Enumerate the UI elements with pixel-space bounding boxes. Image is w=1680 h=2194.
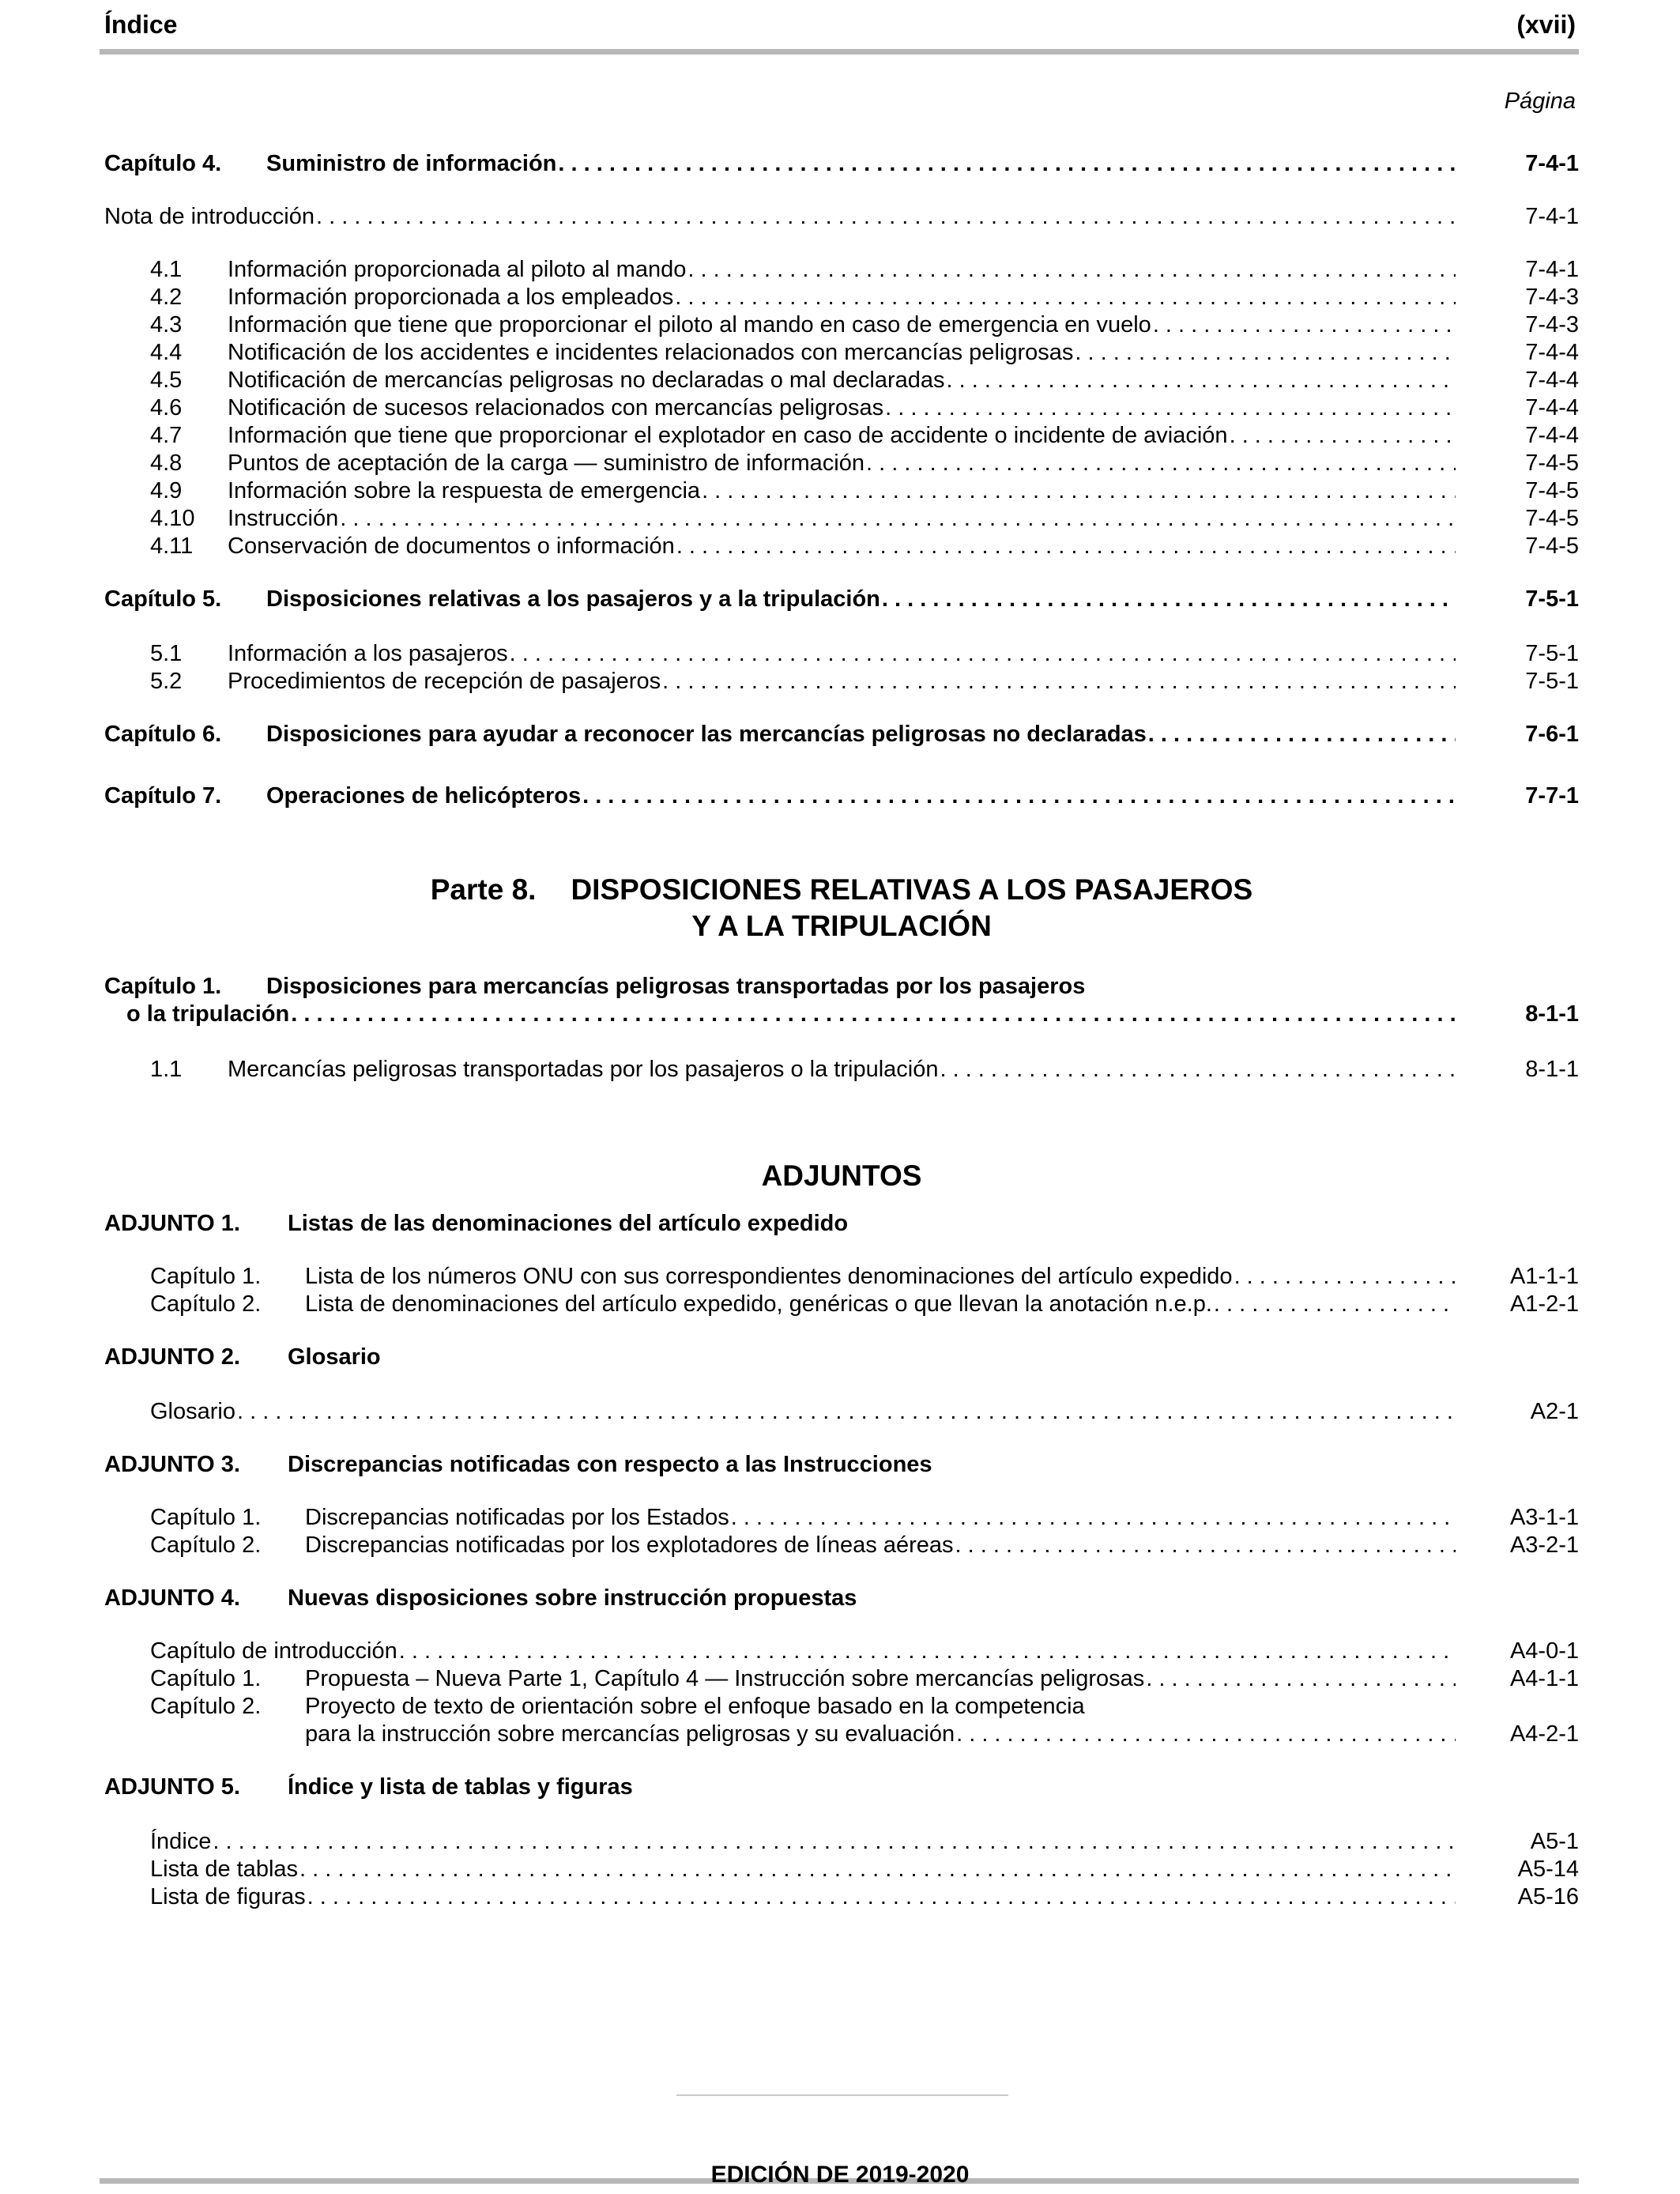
toc-section-row bbox=[104, 284, 1579, 311]
entry-number: Capítulo 5. bbox=[104, 586, 222, 612]
entry-page: 7-4-5 bbox=[1525, 450, 1579, 476]
entry-number: Capítulo 6. bbox=[104, 722, 222, 747]
toc-attachment-row bbox=[104, 1693, 1579, 1721]
entry-title: Discrepancias notificadas por los Estados bbox=[305, 1505, 729, 1530]
spacer bbox=[104, 1318, 1579, 1344]
adjunto-1-heading bbox=[104, 1210, 1579, 1238]
page-column-label: Página bbox=[1504, 89, 1576, 114]
entry-page: 7-4-3 bbox=[1525, 312, 1579, 337]
entry-page: 7-5-1 bbox=[1525, 669, 1579, 694]
entry-title: para la instrucción sobre mercancías peligrosas y su evaluación bbox=[305, 1721, 955, 1747]
spacer bbox=[104, 810, 1579, 872]
entry-number: 4.10 bbox=[150, 506, 195, 531]
dot-leader bbox=[676, 533, 1456, 560]
entry-page: A3-1-1 bbox=[1509, 1505, 1579, 1530]
spacer bbox=[104, 1426, 1579, 1451]
entry-page: A3-2-1 bbox=[1509, 1532, 1579, 1558]
entry-number: 4.9 bbox=[150, 478, 183, 503]
adjunto-2-heading bbox=[104, 1344, 1579, 1371]
entry-page: 7-4-1 bbox=[1525, 204, 1579, 229]
entry-title: Notificación de los accidentes e incidentes relacionados con mercancías peligrosas bbox=[228, 340, 1074, 365]
entry-page: 7-4-4 bbox=[1525, 340, 1579, 365]
entry-number: 5.1 bbox=[150, 641, 183, 666]
entry-title: Disposiciones para mercancías peligrosas transportadas por los pasajeros bbox=[266, 974, 1086, 999]
entry-title: Nuevas disposiciones sobre instrucción propuestas bbox=[288, 1585, 857, 1611]
spacer bbox=[104, 231, 1579, 256]
spacer bbox=[104, 560, 1579, 586]
toc-attachment-row bbox=[104, 1721, 1579, 1748]
entry-title: Disposiciones relativas a los pasajeros y a la tripulación bbox=[266, 586, 880, 612]
entry-number: 4.3 bbox=[150, 312, 183, 337]
dot-leader bbox=[702, 477, 1456, 505]
dot-leader bbox=[582, 782, 1456, 810]
entry-number: 4.2 bbox=[150, 285, 183, 310]
part-8-heading bbox=[104, 872, 1579, 944]
entry-number: ADJUNTO 1. bbox=[104, 1211, 240, 1236]
dot-leader bbox=[1146, 1665, 1456, 1693]
dot-leader bbox=[1148, 721, 1456, 748]
entry-page: 7-4-5 bbox=[1525, 478, 1579, 503]
dot-leader bbox=[687, 256, 1456, 284]
entry-title: Procedimientos de recepción de pasajeros bbox=[228, 669, 661, 694]
dot-leader bbox=[558, 150, 1456, 178]
entry-page: 7-5-1 bbox=[1525, 641, 1579, 666]
entry-title: Propuesta – Nueva Parte 1, Capítulo 4 — Instrucción sobre mercancías peligrosas bbox=[305, 1666, 1145, 1691]
toc-section-row bbox=[104, 533, 1579, 560]
toc-chapter-8-1-line1 bbox=[104, 973, 1579, 1001]
entry-title: Suministro de información bbox=[266, 151, 557, 176]
spacer bbox=[104, 1194, 1579, 1210]
spacer bbox=[104, 613, 1579, 640]
entry-page: 7-4-1 bbox=[1525, 257, 1579, 282]
dot-leader bbox=[213, 1828, 1456, 1856]
entry-number: Capítulo 2. bbox=[150, 1291, 262, 1317]
toc-attachment-row bbox=[104, 1638, 1579, 1665]
toc-section-row bbox=[104, 339, 1579, 367]
entry-page: 7-4-5 bbox=[1525, 506, 1579, 531]
entry-page: 7-4-4 bbox=[1525, 368, 1579, 393]
spacer bbox=[104, 1612, 1579, 1638]
entry-number: 4.1 bbox=[150, 257, 183, 282]
toc-section-row bbox=[104, 256, 1579, 284]
toc-section-row bbox=[104, 422, 1579, 450]
entry-title: Instrucción bbox=[228, 506, 339, 531]
dot-leader bbox=[866, 450, 1456, 477]
entry-title: Discrepancias notificadas con respecto a las Instrucciones bbox=[288, 1452, 932, 1477]
spacer bbox=[104, 696, 1579, 721]
entry-title: Puntos de aceptación de la carga — suministro de información bbox=[228, 450, 864, 476]
entry-title: Mercancías peligrosas transportadas por los pasajeros o la tripulación bbox=[228, 1057, 939, 1082]
entry-title: o la tripulación bbox=[126, 1001, 290, 1027]
entry-page: 7-4-3 bbox=[1525, 285, 1579, 310]
entry-title: Índice bbox=[150, 1829, 212, 1854]
dot-leader bbox=[340, 505, 1456, 533]
entry-title: Información a los pasajeros bbox=[228, 641, 508, 666]
entry-title: Lista de denominaciones del artículo expedido, genéricas o que llevan la anotación n.e.p. bbox=[305, 1291, 1212, 1317]
toc-attachment-row bbox=[104, 1504, 1579, 1532]
toc-attachment-row bbox=[104, 1828, 1579, 1856]
spacer bbox=[104, 1371, 1579, 1398]
toc-chapter-7-6 bbox=[104, 721, 1579, 748]
entry-title: Glosario bbox=[288, 1344, 381, 1370]
part-label: Parte 8. bbox=[430, 873, 537, 906]
entry-number: Capítulo 4. bbox=[104, 151, 222, 176]
entry-page: 7-6-1 bbox=[1525, 722, 1579, 747]
dot-leader bbox=[291, 1001, 1456, 1028]
entry-title: Notificación de sucesos relacionados con mercancías peligrosas bbox=[228, 395, 884, 420]
entry-number: Capítulo 2. bbox=[150, 1532, 262, 1558]
entry-title: Proyecto de texto de orientación sobre el enfoque basado en la competencia bbox=[305, 1694, 1085, 1719]
entry-number: Capítulo 1. bbox=[150, 1264, 262, 1289]
entry-number: 4.7 bbox=[150, 423, 183, 448]
toc-attachment-row bbox=[104, 1856, 1579, 1883]
dot-leader bbox=[955, 1532, 1456, 1559]
entry-title: Lista de tablas bbox=[150, 1857, 299, 1882]
toc-attachment-row bbox=[104, 1291, 1579, 1318]
spacer bbox=[104, 872, 1579, 908]
entry-page: 8-1-1 bbox=[1525, 1057, 1579, 1082]
entry-page: 8-1-1 bbox=[1525, 1001, 1579, 1027]
entry-number: Capítulo 1. bbox=[104, 974, 222, 999]
entry-number: ADJUNTO 4. bbox=[104, 1585, 240, 1611]
spacer bbox=[104, 1559, 1579, 1585]
toc-section-row bbox=[104, 640, 1579, 668]
running-header bbox=[104, 5, 1576, 44]
entry-page: 7-4-1 bbox=[1525, 151, 1579, 176]
spacer bbox=[104, 1238, 1579, 1263]
entry-page: A5-1 bbox=[1530, 1829, 1579, 1854]
toc-attachment-row bbox=[104, 1398, 1579, 1426]
spacer bbox=[104, 944, 1579, 973]
entry-title: Notificación de mercancías peligrosas no declaradas o mal declaradas bbox=[228, 368, 945, 393]
dot-leader bbox=[940, 1056, 1456, 1084]
entry-title: Capítulo de introducción bbox=[150, 1638, 397, 1664]
toc-section-row bbox=[104, 477, 1579, 505]
entry-number: ADJUNTO 3. bbox=[104, 1452, 240, 1477]
entry-page: 7-4-5 bbox=[1525, 533, 1579, 559]
entry-page: 7-7-1 bbox=[1525, 783, 1579, 809]
dot-leader bbox=[399, 1638, 1456, 1665]
toc-section-row bbox=[104, 367, 1579, 394]
part-title-line1: DISPOSICIONES RELATIVAS A LOS PASAJEROS bbox=[571, 873, 1253, 906]
entry-page: A5-14 bbox=[1517, 1857, 1579, 1882]
dot-leader bbox=[510, 640, 1456, 668]
entry-title: Lista de figuras bbox=[150, 1884, 306, 1909]
entry-page: A4-0-1 bbox=[1509, 1638, 1579, 1664]
adjunto-3-heading bbox=[104, 1451, 1579, 1479]
entry-page: A4-2-1 bbox=[1509, 1721, 1579, 1747]
footer-edition: EDICIÓN DE 2019-2020 bbox=[710, 2162, 970, 2188]
entry-page: A4-1-1 bbox=[1509, 1666, 1579, 1691]
toc-section-row bbox=[104, 450, 1579, 477]
header-page-number: (xvii) bbox=[1516, 9, 1576, 39]
spacer bbox=[104, 1084, 1579, 1158]
entry-number: Capítulo 2. bbox=[150, 1694, 262, 1719]
table-of-contents bbox=[104, 150, 1579, 1911]
part-title-line2: Y A LA TRIPULACIÓN bbox=[691, 910, 992, 942]
entry-title: Operaciones de helicópteros bbox=[266, 783, 582, 809]
toc-attachment-row bbox=[104, 1532, 1579, 1559]
dot-leader bbox=[885, 394, 1456, 422]
toc-attachment-row bbox=[104, 1263, 1579, 1291]
toc-section-row bbox=[104, 1056, 1579, 1084]
dot-leader bbox=[1153, 311, 1456, 339]
toc-section-row bbox=[104, 311, 1579, 339]
toc-section-row bbox=[104, 505, 1579, 533]
entry-title: Información proporcionada a los empleados bbox=[228, 285, 674, 310]
dot-leader bbox=[316, 203, 1456, 231]
spacer bbox=[104, 178, 1579, 203]
dot-leader bbox=[237, 1398, 1456, 1426]
entry-number: Capítulo 1. bbox=[150, 1505, 262, 1530]
toc-chapter-7-7 bbox=[104, 782, 1579, 810]
entry-number: Capítulo 7. bbox=[104, 783, 222, 809]
entry-number: ADJUNTO 5. bbox=[104, 1774, 240, 1800]
dot-leader bbox=[731, 1504, 1456, 1532]
toc-chapter-8-1-line2 bbox=[104, 1001, 1579, 1028]
entry-number: 4.5 bbox=[150, 368, 183, 393]
dot-leader bbox=[1075, 339, 1456, 367]
dot-leader bbox=[1234, 1263, 1456, 1291]
entry-title: Índice y lista de tablas y figuras bbox=[288, 1774, 633, 1800]
entry-number: 4.6 bbox=[150, 395, 183, 420]
entry-number: 4.11 bbox=[150, 533, 194, 559]
entry-number: 1.1 bbox=[150, 1057, 183, 1082]
entry-title: Listas de las denominaciones del artículo expedido bbox=[288, 1211, 849, 1236]
entry-title: Nota de introducción bbox=[104, 204, 315, 229]
entry-number: 5.2 bbox=[150, 669, 183, 694]
entry-page: A1-1-1 bbox=[1509, 1264, 1579, 1289]
spacer bbox=[104, 1801, 1579, 1828]
entry-number: 4.4 bbox=[150, 340, 183, 365]
dot-leader bbox=[307, 1883, 1456, 1911]
entry-page: 7-5-1 bbox=[1525, 586, 1579, 612]
spacer bbox=[104, 1748, 1579, 1774]
spacer bbox=[104, 748, 1579, 782]
entry-title: Información que tiene que proporcionar el explotador en caso de accidente o incidente de aviación bbox=[228, 423, 1228, 448]
toc-section-row bbox=[104, 394, 1579, 422]
header-rule bbox=[100, 49, 1579, 55]
entry-number: 4.8 bbox=[150, 450, 183, 476]
toc-section-row bbox=[104, 668, 1579, 696]
entry-title: Información proporcionada al piloto al mando bbox=[228, 257, 687, 282]
end-separator-rule bbox=[676, 2094, 1008, 2096]
dot-leader bbox=[956, 1721, 1456, 1748]
spacer bbox=[104, 1028, 1579, 1056]
entry-number: Capítulo 1. bbox=[150, 1666, 262, 1691]
entry-page: 7-4-4 bbox=[1525, 423, 1579, 448]
entry-page: A1-2-1 bbox=[1509, 1291, 1579, 1317]
spacer bbox=[104, 1479, 1579, 1504]
dot-leader bbox=[662, 668, 1456, 696]
entry-title: Disposiciones para ayudar a reconocer las mercancías peligrosas no declaradas bbox=[266, 722, 1147, 747]
toc-chapter-7-5 bbox=[104, 586, 1579, 613]
dot-leader bbox=[1214, 1291, 1456, 1318]
adjunto-4-heading bbox=[104, 1585, 1579, 1612]
toc-attachment-row bbox=[104, 1883, 1579, 1911]
adjuntos-heading: ADJUNTOS bbox=[761, 1159, 922, 1192]
adjunto-5-heading bbox=[104, 1774, 1579, 1801]
toc-section-list-4 bbox=[104, 256, 1579, 560]
entry-title: Información que tiene que proporcionar el piloto al mando en caso de emergencia en vuelo bbox=[228, 312, 1151, 337]
toc-attachment-row bbox=[104, 1665, 1579, 1693]
entry-title: Glosario bbox=[150, 1399, 235, 1424]
dot-leader bbox=[1230, 422, 1456, 450]
dot-leader bbox=[947, 367, 1456, 394]
dot-leader bbox=[299, 1856, 1456, 1883]
entry-title: Información sobre la respuesta de emergencia bbox=[228, 478, 701, 503]
entry-page: 7-4-4 bbox=[1525, 395, 1579, 420]
header-title: Índice bbox=[104, 9, 178, 39]
dot-leader bbox=[882, 586, 1456, 613]
entry-title: Discrepancias notificadas por los explotadores de líneas aéreas bbox=[305, 1532, 954, 1558]
entry-number: ADJUNTO 2. bbox=[104, 1344, 240, 1370]
entry-title: Conservación de documentos o información bbox=[228, 533, 675, 559]
toc-intro-note bbox=[104, 203, 1579, 231]
toc-chapter-7-4 bbox=[104, 150, 1579, 178]
entry-title: Lista de los números ONU con sus correspondientes denominaciones del artículo expedido bbox=[305, 1264, 1233, 1289]
entry-page: A2-1 bbox=[1530, 1399, 1579, 1424]
dot-leader bbox=[675, 284, 1456, 311]
entry-page: A5-16 bbox=[1517, 1884, 1579, 1909]
